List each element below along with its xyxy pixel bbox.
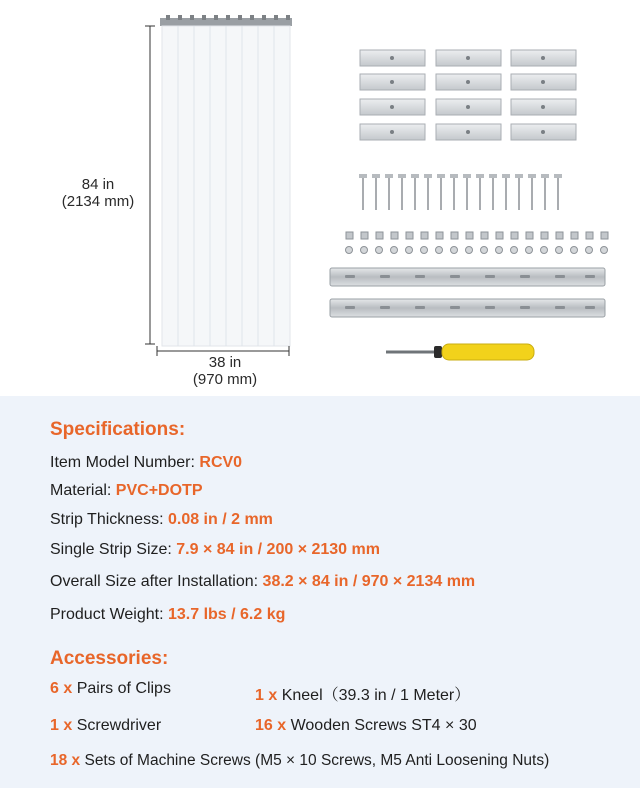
spec-value: PVC+DOTP <box>115 482 203 499</box>
spec-product-weight <box>50 606 285 624</box>
accessory-text: Pairs of Clips <box>72 680 171 697</box>
accessory-text: Screwdriver <box>72 717 162 734</box>
height-inches: 84 in <box>81 176 115 193</box>
accessory-clips <box>50 680 171 698</box>
accessory-text: Wooden Screws ST4 × 30 <box>286 717 477 734</box>
accessory-machine-screws <box>50 752 549 770</box>
spec-material <box>50 482 202 500</box>
accessory-text: Kneel（39.3 in / 1 Meter） <box>277 687 471 704</box>
accessory-qty: 1 x <box>50 717 73 734</box>
accessory-qty: 6 x <box>50 680 73 697</box>
spec-single-strip-size <box>50 541 380 559</box>
spec-label: Overall Size after Installation: <box>50 573 263 590</box>
strip-curtain-image <box>160 15 292 346</box>
spec-overall-size <box>50 573 475 591</box>
accessory-qty: 1 x <box>255 687 278 704</box>
spec-label: Item Model Number: <box>50 454 200 471</box>
spec-value: 0.08 in / 2 mm <box>167 511 273 528</box>
kneel-rails-image <box>330 268 605 317</box>
width-mm: (970 mm) <box>192 371 258 388</box>
spec-label: Single Strip Size: <box>50 541 177 558</box>
height-dimension-label <box>48 176 148 210</box>
spec-value: 38.2 × 84 in / 970 × 2134 mm <box>262 573 476 590</box>
width-inches: 38 in <box>208 354 242 371</box>
accessory-screwdriver <box>50 717 161 735</box>
machine-screws-image <box>346 232 609 254</box>
spec-value: 13.7 lbs / 6.2 kg <box>167 606 286 623</box>
accessory-kneel <box>255 682 470 705</box>
accessories-heading: Accessories: <box>50 648 169 669</box>
accessory-wooden-screws <box>255 717 477 735</box>
spec-label: Product Weight: <box>50 606 168 623</box>
spec-value: RCV0 <box>199 454 243 471</box>
accessory-qty: 16 x <box>255 717 287 734</box>
accessory-qty: 18 x <box>50 752 81 769</box>
accessory-text: Sets of Machine Screws (M5 × 10 Screws, M5 Anti Loosening Nuts) <box>80 752 550 769</box>
spec-strip-thickness <box>50 511 273 529</box>
spec-label: Strip Thickness: <box>50 511 168 528</box>
spec-label: Material: <box>50 482 116 499</box>
spec-item-model-number <box>50 454 242 472</box>
clips-image <box>360 50 576 140</box>
wooden-screws-image <box>363 178 558 210</box>
height-mm: (2134 mm) <box>61 193 135 210</box>
spec-value: 7.9 × 84 in / 200 × 2130 mm <box>176 541 380 558</box>
width-dimension-label <box>175 354 275 388</box>
wooden-screw-heads <box>359 174 562 178</box>
specifications-heading: Specifications: <box>50 419 186 440</box>
screwdriver-image <box>386 344 534 360</box>
